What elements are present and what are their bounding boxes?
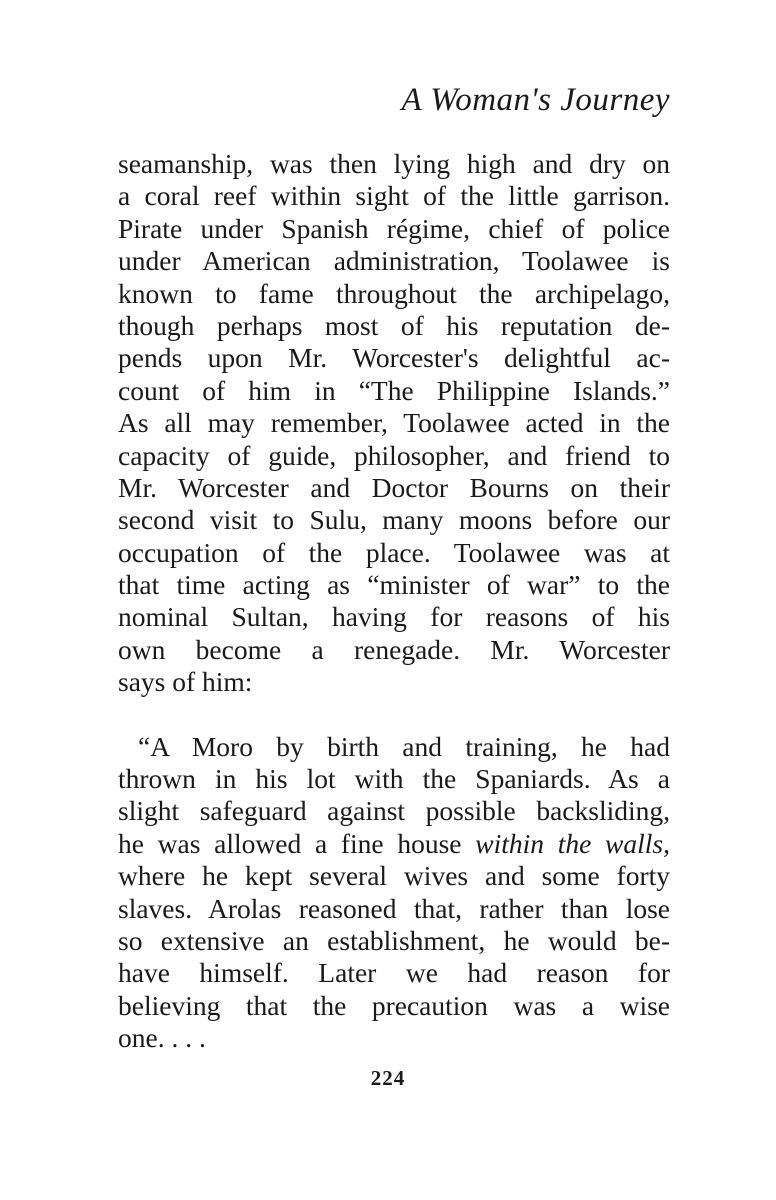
quote-line: “A Moro by birth and training, he had	[138, 730, 670, 762]
quote-line: so extensive an establishment, he would be-	[118, 924, 670, 956]
running-head: A Woman's Journey	[401, 82, 670, 118]
text-line: Mr. Worcester and Doctor Bourns on their	[118, 471, 670, 503]
quote-line: one. . . .	[118, 1022, 206, 1054]
text-line: occupation of the place. Toolawee was at	[118, 536, 670, 568]
text-line: second visit to Sulu, many moons before our	[118, 504, 670, 536]
quote-line-roman: he was allowed a fine house	[118, 827, 476, 859]
text-line: nominal Sultan, having for reasons of his	[118, 601, 670, 633]
text-line: own become a renegade. Mr. Worcester	[118, 633, 670, 665]
text-line: As all may remember, Toolawee acted in the	[118, 407, 670, 439]
quote-line: slaves. Arolas reasoned that, rather than lose	[118, 892, 670, 924]
quote-line-italic: within the walls,	[475, 827, 670, 859]
text-line: that time acting as “minister of war” to the	[118, 569, 670, 601]
quote-line: believing that the precaution was a wise	[118, 989, 670, 1021]
text-line: under American administration, Toolawee is	[118, 245, 670, 277]
text-line: count of him in “The Philippine Islands.”	[118, 374, 670, 406]
quote-line	[118, 828, 670, 860]
text-line: says of him:	[118, 666, 253, 698]
paragraph-gap	[118, 699, 670, 731]
text-line: capacity of guide, philosopher, and friend to	[118, 439, 670, 471]
text-line: though perhaps most of his reputation de-	[118, 309, 670, 341]
body-text	[118, 148, 670, 1055]
text-line: known to fame throughout the archipelago,	[118, 277, 670, 309]
quote-line: where he kept several wives and some forty	[118, 860, 670, 892]
text-line: Pirate under Spanish régime, chief of police	[118, 212, 670, 244]
text-line: seamanship, was then lying high and dry on	[118, 148, 670, 179]
text-line: pends upon Mr. Worcester's delightful ac-	[118, 342, 670, 374]
quote-line: thrown in his lot with the Spaniards. As a	[118, 763, 670, 795]
text-line: a coral reef within sight of the little garrison.	[118, 180, 670, 212]
quote-line: slight safeguard against possible backsliding,	[118, 795, 670, 827]
quote-line: have himself. Later we had reason for	[118, 957, 670, 989]
page-number: 224	[370, 1066, 406, 1090]
